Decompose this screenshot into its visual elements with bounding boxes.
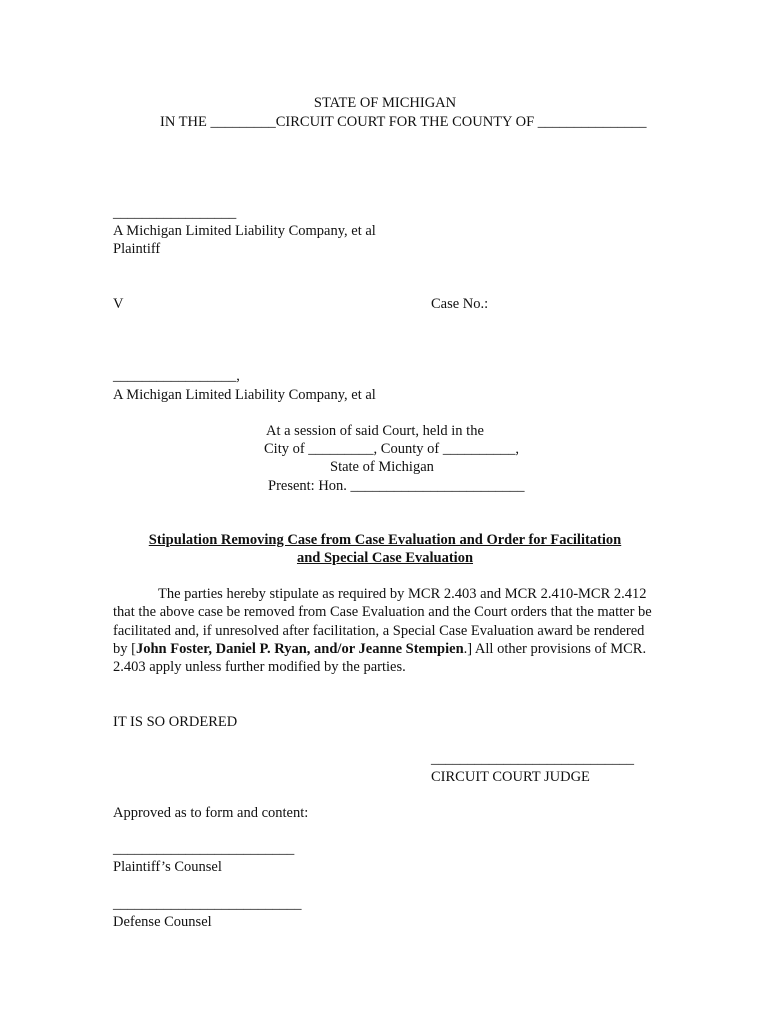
body-text-before: The parties hereby stipulate as required by MCR 2.403 and MCR 2.410-MCR 2.412 that the above case be removed from Case Evaluation and the Court orders that the matter be facilitated and, if unresolved after facilitation, a Special Case Evaluation award be rendered by [ xyxy=(113,586,652,657)
body-text-after: .] All other provisions of MCR. 2.403 apply unless further modified by the parties. xyxy=(113,640,647,676)
plaintiff-name-blank: _________________ xyxy=(113,205,237,221)
session-line-3: State of Michigan xyxy=(330,459,434,475)
plaintiff-counsel-label: Plaintiff’s Counsel xyxy=(113,859,222,875)
document-title xyxy=(0,531,770,567)
plaintiff-company: A Michigan Limited Liability Company, et al xyxy=(113,223,376,239)
defense-counsel-label: Defense Counsel xyxy=(113,914,212,930)
facilitator-names: John Foster, Daniel P. Ryan, and/or Jeanne Stempien xyxy=(135,640,464,657)
case-number-label: Case No.: xyxy=(431,296,489,312)
plaintiff-role: Plaintiff xyxy=(113,241,161,257)
versus-label: V xyxy=(113,296,124,312)
court-line: IN THE _________CIRCUIT COURT FOR THE COUNTY OF _______________ xyxy=(160,114,647,130)
session-line-4: Present: Hon. ________________________ xyxy=(268,478,525,494)
defense-counsel-signature-line: __________________________ xyxy=(113,896,302,912)
defendant-name-blank: _________________, xyxy=(113,368,240,384)
stipulation-paragraph xyxy=(113,585,658,676)
judge-label: CIRCUIT COURT JUDGE xyxy=(431,769,590,785)
plaintiff-counsel-signature-line: _________________________ xyxy=(113,841,295,857)
session-line-1: At a session of said Court, held in the xyxy=(266,423,484,439)
judge-signature-line: ____________________________ xyxy=(431,751,634,767)
title-line-2: and Special Case Evaluation xyxy=(296,550,474,566)
defendant-company: A Michigan Limited Liability Company, et al xyxy=(113,387,376,403)
ordered-statement: IT IS SO ORDERED xyxy=(113,714,238,730)
state-heading: STATE OF MICHIGAN xyxy=(313,95,457,111)
approved-statement: Approved as to form and content: xyxy=(113,805,309,821)
title-line-1: Stipulation Removing Case from Case Evaluation and Order for Facilitation xyxy=(148,532,622,548)
session-line-2: City of _________, County of __________, xyxy=(264,441,519,457)
